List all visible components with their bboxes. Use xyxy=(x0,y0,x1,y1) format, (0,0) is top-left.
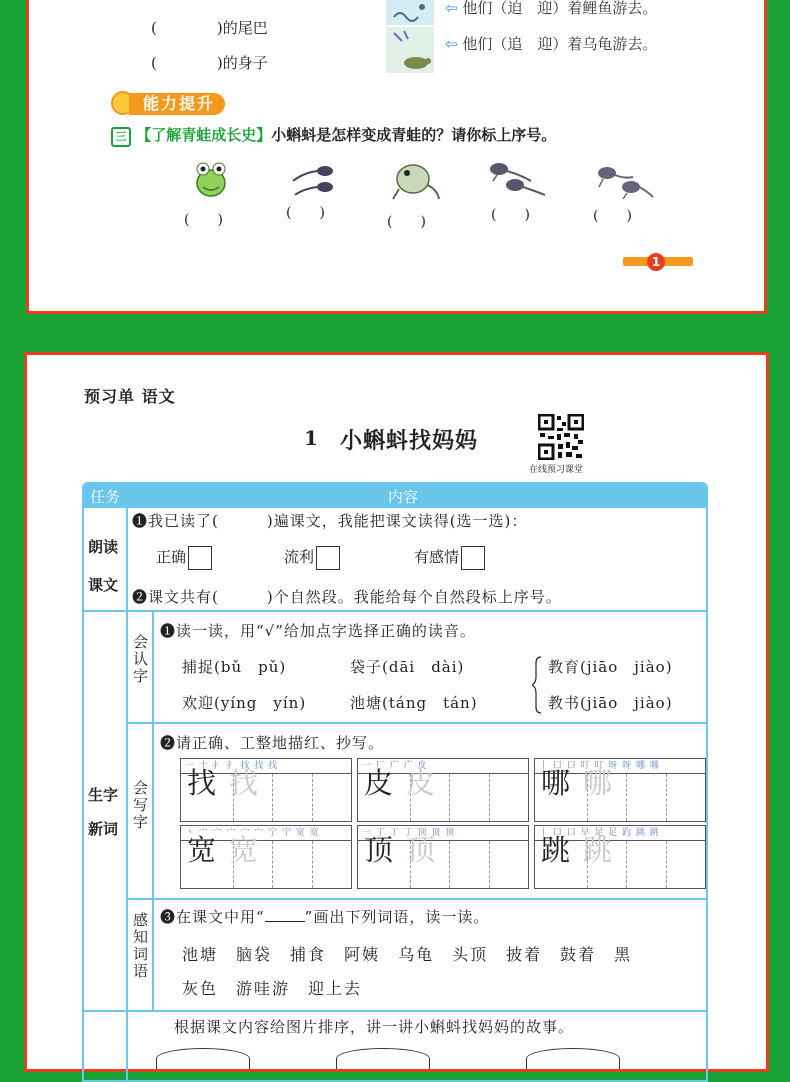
model-character: 皮 xyxy=(364,766,394,800)
model-character: 哪 xyxy=(541,766,571,800)
stroke-order: 丨 口 口 叮 叮 呀 呀 哪 哪 xyxy=(535,759,705,774)
model-character: 跳 xyxy=(541,833,571,867)
qr-caption: 在线预习课堂 xyxy=(529,465,584,475)
recognize-instruction: ❶读一读，用“√”给加点字选择正确的读音。 xyxy=(160,622,476,640)
trace-character[interactable]: 顶 xyxy=(406,833,436,867)
checkbox-correct[interactable] xyxy=(188,546,212,570)
model-character: 宽 xyxy=(187,833,217,867)
writing-grid[interactable] xyxy=(357,825,529,889)
vocab-word[interactable]: 游哇游 xyxy=(236,979,291,998)
reading-option-emotion[interactable]: 有感情 xyxy=(414,546,485,570)
checkbox-emotion[interactable] xyxy=(461,546,485,570)
writing-cell[interactable] xyxy=(667,841,705,888)
vocab-word[interactable]: 黑 xyxy=(614,945,633,964)
stroke-order: 丨 口 口 早 足 足 趵 跳 跳 xyxy=(535,826,705,841)
col-content: 内容 xyxy=(388,488,419,506)
sentence-turtle: ⇦ 他们（追 迎）着乌龟游去。 xyxy=(445,35,658,53)
write-instruction: ❷请正确、工整地描红、抄写。 xyxy=(160,734,385,752)
perceive-instruction: ❸在课文中用“ ”画出下列词语，读一读。 xyxy=(160,908,490,926)
word-catch[interactable]: 捕捉(bǔ pǔ) xyxy=(182,658,287,676)
lesson-number: 1 xyxy=(304,426,318,450)
model-character: 找 xyxy=(187,766,217,800)
writing-cell[interactable] xyxy=(490,841,528,888)
vocab-word[interactable]: 阿姨 xyxy=(344,945,381,964)
vocab-word[interactable]: 头顶 xyxy=(452,945,489,964)
answer-paren: ( ) xyxy=(286,205,325,221)
lesson-title: 小蝌蚪找妈妈 xyxy=(340,429,479,454)
table-header xyxy=(84,484,706,508)
trace-character[interactable]: 哪 xyxy=(583,766,613,800)
task-number-marker: 三 xyxy=(111,127,131,147)
vocab-word[interactable]: 鼓着 xyxy=(560,945,597,964)
trace-character[interactable]: 宽 xyxy=(229,833,259,867)
answer-paren: ( ) xyxy=(491,207,530,223)
writing-grid[interactable] xyxy=(534,825,706,889)
vocab-word[interactable]: 乌龟 xyxy=(398,945,435,964)
perceive-label: 感知词语 xyxy=(131,912,149,980)
page-header: 预习单 语文 xyxy=(84,387,176,406)
word-bag[interactable]: 袋子(dāi dài) xyxy=(350,658,465,676)
arrow-left-icon: ⇦ xyxy=(445,0,458,17)
checkbox-fluent[interactable] xyxy=(316,546,340,570)
stage-front-legs-image xyxy=(595,161,655,201)
writing-cell[interactable] xyxy=(450,841,489,888)
story-instruction: 根据课文内容给图片排序，讲一讲小蝌蚪找妈妈的故事。 xyxy=(174,1018,575,1036)
reading-item-1: ❶我已读了( )遍课文，我能把课文读得(选一选)： xyxy=(132,512,528,530)
stroke-order: 一 丁 丁 丁 顶 顶 顶 xyxy=(358,826,528,841)
words-row-1 xyxy=(182,942,650,965)
writing-cell[interactable] xyxy=(273,841,312,888)
trace-character[interactable]: 跳 xyxy=(583,833,613,867)
reading-option-correct[interactable]: 正确 xyxy=(156,546,212,570)
vocab-word[interactable]: 迎上去 xyxy=(308,979,363,998)
vocab-word[interactable]: 脑袋 xyxy=(236,945,273,964)
writing-cell[interactable] xyxy=(273,774,312,821)
vocab-word[interactable]: 灰色 xyxy=(182,979,219,998)
writing-cell[interactable] xyxy=(627,841,666,888)
fill-line-body: ( )的身子 xyxy=(151,54,268,72)
writing-grid[interactable] xyxy=(357,758,529,822)
stage-legged-tadpoles-image xyxy=(485,159,549,201)
ability-section-badge: 能力提升 xyxy=(111,91,247,117)
col-task: 任务 xyxy=(90,488,121,506)
brace-icon xyxy=(532,656,542,714)
reading-option-fluent[interactable]: 流利 xyxy=(284,546,340,570)
word-teach[interactable]: 教书(jiāo jiào) xyxy=(548,694,673,712)
stage-tadpoles-image xyxy=(281,159,341,199)
vocab-word[interactable]: 池塘 xyxy=(182,945,219,964)
writing-grid[interactable] xyxy=(180,825,352,889)
writing-grid[interactable] xyxy=(180,758,352,822)
writing-cell[interactable] xyxy=(667,774,705,821)
task-question: 小蝌蚪是怎样变成青蛙的？请你标上序号。 xyxy=(271,126,557,144)
writing-grid[interactable] xyxy=(534,758,706,822)
model-character: 顶 xyxy=(364,833,394,867)
answer-paren: ( ) xyxy=(593,208,632,224)
page-number-badge xyxy=(623,253,693,269)
vocab-word[interactable]: 捕食 xyxy=(290,945,327,964)
reading-label: 朗读 课文 xyxy=(88,538,119,594)
reading-item-2: ❷课文共有( )个自然段。我能给每个自然段标上序号。 xyxy=(132,588,562,606)
stroke-order: 一 十 扌 扌 找 找 找 xyxy=(181,759,351,774)
stage-tailed-frog-image xyxy=(387,155,443,205)
writing-cell[interactable] xyxy=(627,774,666,821)
trace-character[interactable]: 皮 xyxy=(406,766,436,800)
recognize-label: 会认字 xyxy=(131,634,149,685)
writing-cell[interactable] xyxy=(450,774,489,821)
carp-illustration xyxy=(386,0,434,25)
sentence-carp: ⇦ 他们（迫 迎）着鲤鱼游去。 xyxy=(445,0,658,17)
stroke-order: 丶 宀 宀 宀 宀 宀 宁 宁 宽 宽 xyxy=(181,826,351,841)
fill-line-tail: ( )的尾巴 xyxy=(151,19,268,37)
arrow-left-icon: ⇦ xyxy=(445,35,458,53)
answer-paren: ( ) xyxy=(387,214,426,230)
writing-cell[interactable] xyxy=(490,774,528,821)
answer-paren: ( ) xyxy=(184,212,223,228)
word-welcome[interactable]: 欢迎(yíng yín) xyxy=(182,694,307,712)
story-picture-frame xyxy=(526,1048,620,1069)
frog-task-line xyxy=(111,124,556,147)
page-number: 1 xyxy=(647,253,665,271)
word-pond[interactable]: 池塘(táng tán) xyxy=(350,694,478,712)
vocab-word[interactable]: 披着 xyxy=(506,945,543,964)
qr-code[interactable] xyxy=(538,414,584,460)
story-picture-frame xyxy=(156,1048,250,1069)
stroke-order: 一 厂 广 广 皮 xyxy=(358,759,528,774)
underline-sample xyxy=(265,911,305,922)
task-tag: 【了解青蛙成长史】 xyxy=(136,126,272,144)
top-page-card xyxy=(26,0,767,314)
writing-cell[interactable] xyxy=(313,774,351,821)
stage-frog-image xyxy=(189,157,233,203)
turtle-illustration xyxy=(386,27,434,73)
characters-label: 生字 新词 xyxy=(88,786,119,838)
writing-cell[interactable] xyxy=(313,841,351,888)
words-row-2 xyxy=(182,976,380,999)
trace-character[interactable]: 找 xyxy=(229,766,259,800)
story-picture-frame xyxy=(336,1048,430,1069)
word-educate[interactable]: 教育(jiāo jiào) xyxy=(548,658,673,676)
write-label: 会写字 xyxy=(131,780,149,831)
